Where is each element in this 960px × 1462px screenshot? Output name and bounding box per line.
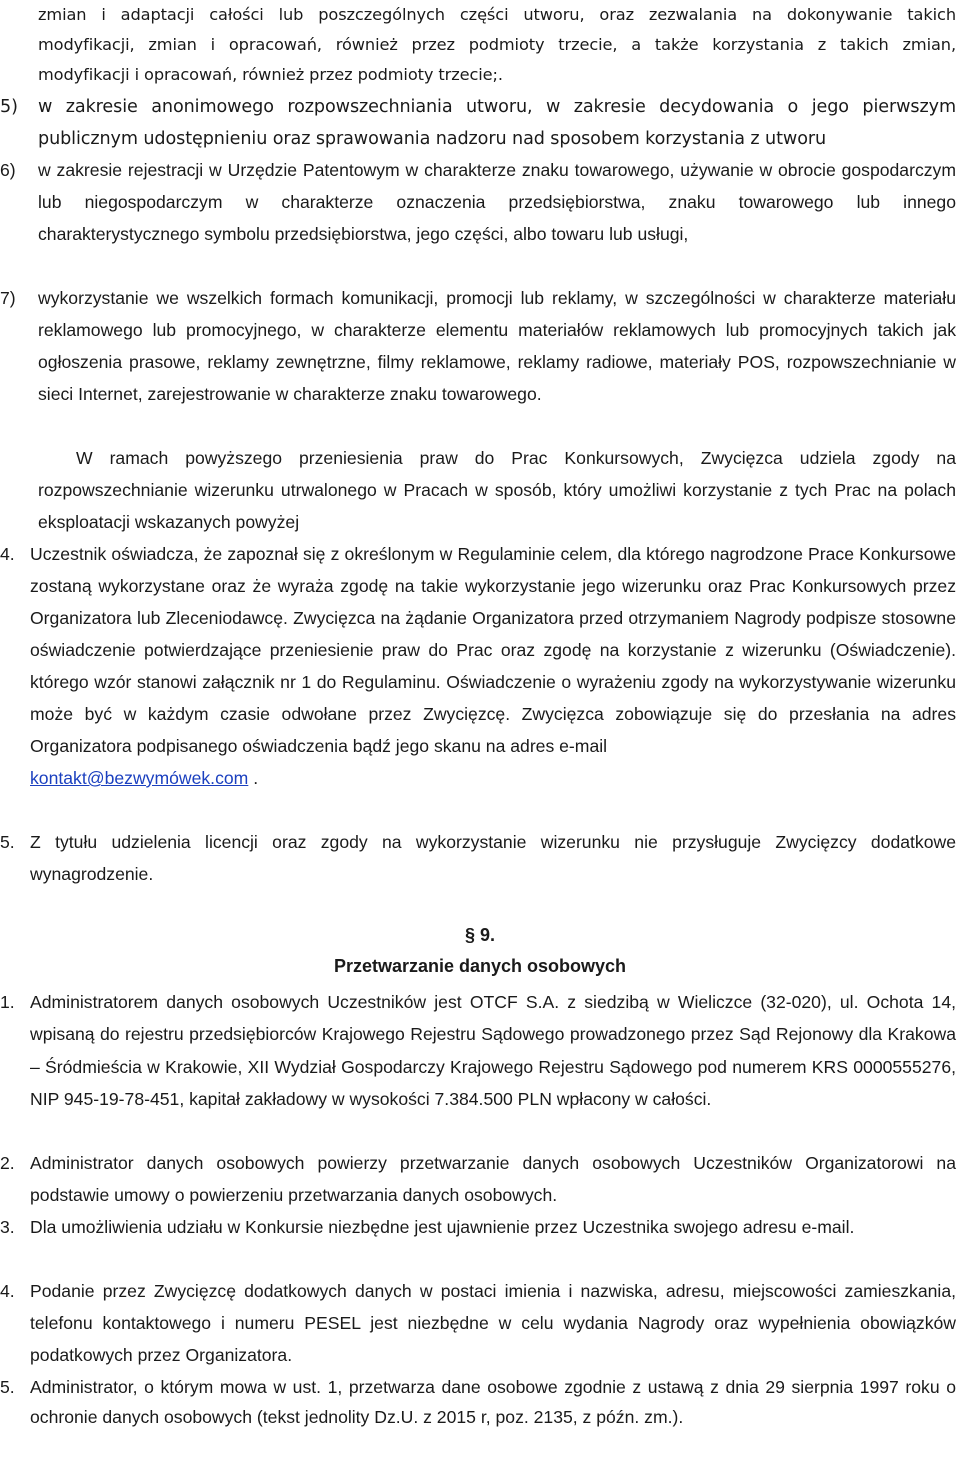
list-text: Z tytułu udzielenia licencji oraz zgody na wykorzystanie wizerunku nie przysługuje Zwycięzcy dodatkowe wynagrodzenie. xyxy=(30,832,956,884)
sublist-number: 5) xyxy=(0,97,18,117)
list-text: Podanie przez Zwycięzcę dodatkowych danych w postaci imienia i nazwiska, adresu, miejscowości zamieszkania, telefonu kontaktowego i numeru PESEL jest niezbędne w celu wydania Nagrody oraz wypełnienia obowiązków podatkowych przez Organizatora. xyxy=(30,1281,956,1365)
list-text xyxy=(30,538,956,794)
list-number: 5. xyxy=(0,832,15,852)
continuation-line: modyfikacji i opracowań, również przez podmioty trzecie;. xyxy=(38,65,503,84)
contact-email-link[interactable]: kontakt@bezwymówek.com xyxy=(30,768,249,788)
consent-paragraph: W ramach powyższego przeniesienia praw do Prac Konkursowych, Zwycięzca udziela zgody na rozpowszechnianie wizerunku utrwalonego w Pracach w sposób, który umożliwi korzystanie z tych Prac na polach eksploatacji wskazanych powyżej xyxy=(38,448,956,532)
sublist-number: 6) xyxy=(0,160,16,180)
list-text-tail: . xyxy=(248,768,259,788)
list-text: Dla umożliwienia udziału w Konkursie niezbędne jest ujawnienie przez Uczestnika swojego adresu e-mail. xyxy=(30,1217,855,1237)
list-text: Administrator, o którym mowa w ust. 1, przetwarza dane osobowe zgodnie z ustawą z dnia 29 sierpnia 1997 roku o ochronie danych osobowych (tekst jednolity Dz.U. z 2015 r, poz. 2135, z późn. zm.). xyxy=(30,1377,956,1427)
list-number: 5. xyxy=(0,1377,15,1397)
list-text-body: Uczestnik oświadcza, że zapoznał się z określonym w Regulaminie celem, dla którego nagrodzone Prace Konkursowe zostaną wykorzystane oraz że wyraża zgodę na takie wykorzystanie jego wizerunku oraz Prac Konkursowych przez Organizatora lub Zleceniodawcę. Zwycięzca na żądanie Organizatora przed otrzymaniem Nagrody podpisze stosowne oświadczenie potwierdzające przeniesienie praw do Prac oraz zgodę na korzystanie z wizerunku (Oświadczenie). którego wzór stanowi załącznik nr 1 do Regulaminu. Oświadczenie o wyrażeniu zgody na wykorzystywanie wizerunku może być w każdym czasie odwołane przez Zwycięzcę. Zwycięzca zobowiązuje się do przesłania na adres Organizatora podpisanego oświadczenia bądź jego skanu na adres e-mail xyxy=(30,544,956,756)
section-title: Przetwarzanie danych osobowych xyxy=(333,956,627,976)
list-number: 3. xyxy=(0,1217,15,1237)
list-text: Administratorem danych osobowych Uczestników jest OTCF S.A. z siedzibą w Wieliczce (32-020), ul. Ochota 14, wpisaną do rejestru przedsiębiorców Krajowego Rejestru Sądowego prowadzonego przez Sąd Rejonowy dla Krakowa – Śródmieścia w Krakowie, XII Wydział Gospodarczy Krajowego Rejestru Sądowego pod numerem KRS 0000555276, NIP 945-19-78-451, kapitał zakładowy w wysokości 7.384.500 PLN wpłacony w całości. xyxy=(30,992,956,1110)
list-number: 4. xyxy=(0,1281,15,1301)
sublist-text: w zakresie rejestracji w Urzędzie Patentowym w charakterze znaku towarowego, używanie w obrocie gospodarczym lub niegospodarczym w charakterze oznaczenia przedsiębiorstwa, znaku towarowego lub innego charakterystycznego symbolu przedsiębiorstwa, jego części, albo towaru lub usługi, xyxy=(38,160,956,244)
sublist-text: w zakresie anonimowego rozpowszechniania utworu, w zakresie decydowania o jego pierwszym publicznym udostępnieniu oraz sprawowania nadzoru nad sposobem korzystania z utworu xyxy=(38,97,956,149)
list-number: 2. xyxy=(0,1153,15,1173)
sublist-number: 7) xyxy=(0,288,16,308)
list-number: 4. xyxy=(0,544,15,564)
list-text: Administrator danych osobowych powierzy przetwarzanie danych osobowych Uczestników Organizatorowi na podstawie umowy o powierzeniu przetwarzania danych osobowych. xyxy=(30,1153,956,1205)
sublist-text: wykorzystanie we wszelkich formach komunikacji, promocji lub reklamy, w szczególności w charakterze materiału reklamowego lub promocyjnego, w charakterze elementu materiałów reklamowych lub promocyjnych takich jak ogłoszenia prasowe, reklamy zewnętrzne, filmy reklamowe, reklamy radiowe, materiały POS, rozpowszechnianie w sieci Internet, zarejestrowanie w charakterze znaku towarowego. xyxy=(38,288,956,404)
continuation-line: modyfikacji, zmian i opracowań, również przez podmioty trzecie, a także korzystania z takich zmian, xyxy=(38,35,956,54)
list-number: 1. xyxy=(0,992,15,1012)
continuation-paragraph xyxy=(38,0,956,90)
continuation-line: zmian i adaptacji całości lub poszczególnych części utworu, oraz zezwalania na dokonywanie takich xyxy=(38,5,956,24)
section-number: § 9. xyxy=(464,925,496,945)
